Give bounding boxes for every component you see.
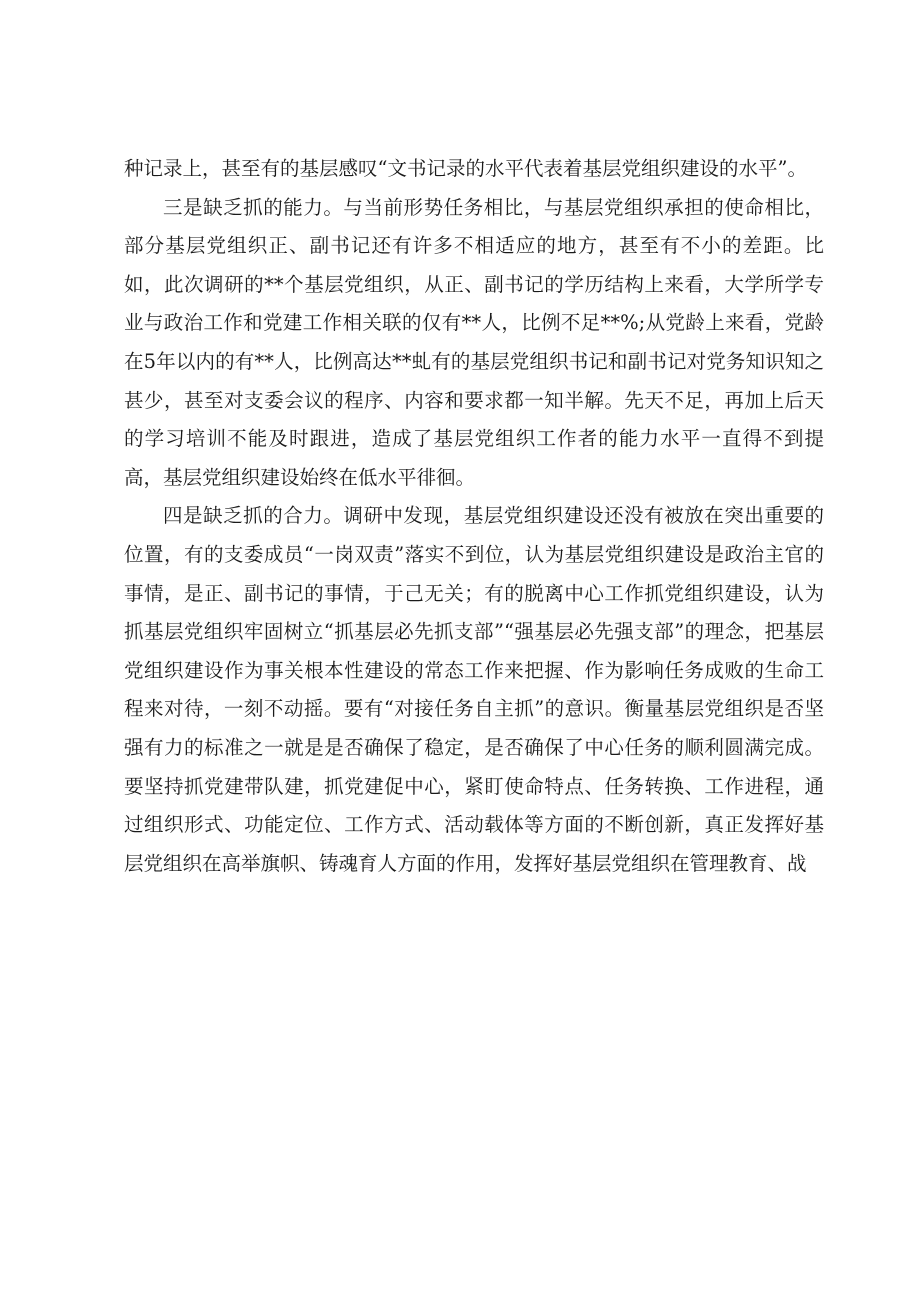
paragraph-lack-of-synergy: 四是缺乏抓的合力。调研中发现，基层党组织建设还没有被放在突出重要的位置，有的支委成员“一岗双责”落实不到位，认为基层党组织建设是政治主官的事情，是正、副书记的事情，于己无关；有的脱离中心工作抓党组织建设，认为抓基层党组织牢固树立“抓基层必先抓支部”“强基层必先强支部”的理念，把基层党组织建设作为事关根本性建设的常态工作来把握、作为影响任务成败的生命工程来对待，一刻不动摇。要有“对接任务自主抓”的意识。衡量基层党组织是否坚强有力的标准之一就是是否确保了稳定，是否确保了中心任务的顺利圆满完成。要坚持抓党建带队建，抓党建促中心，紧盯使命特点、任务转换、工作进程，通过组织形式、功能定位、工作方式、活动载体等方面的不断创新，真正发挥好基层党组织在高举旗帜、铸魂育人方面的作用，发挥好基层党组织在管理教育、战 — [124, 504, 824, 875]
paragraph-lack-of-ability: 三是缺乏抓的能力。与当前形势任务相比，与基层党组织承担的使命相比，部分基层党组织正、副书记还有许多不相适应的地方，甚至有不小的差距。比如，此次调研的**个基层党组织，从正、副书记的学历结构上来看，大学所学专业与政治工作和党建工作相关联的仅有**人，比例不足**%;从党龄上来看，党龄在5年以内的有**人，比例高达**虬有的基层党组织书记和副书记对党务知识知之甚少，甚至对支委会议的程序、内容和要求都一知半解。先天不足，再加上后天的学习培训不能及时跟进，造成了基层党组织工作者的能力水平一直得不到提高，基层党组织建设始终在低水平徘徊。 — [124, 195, 824, 489]
document-body — [124, 150, 824, 883]
paragraph-continuation: 种记录上，甚至有的基层感叹“文书记录的水平代表着基层党组织建设的水平”。 — [124, 157, 807, 180]
